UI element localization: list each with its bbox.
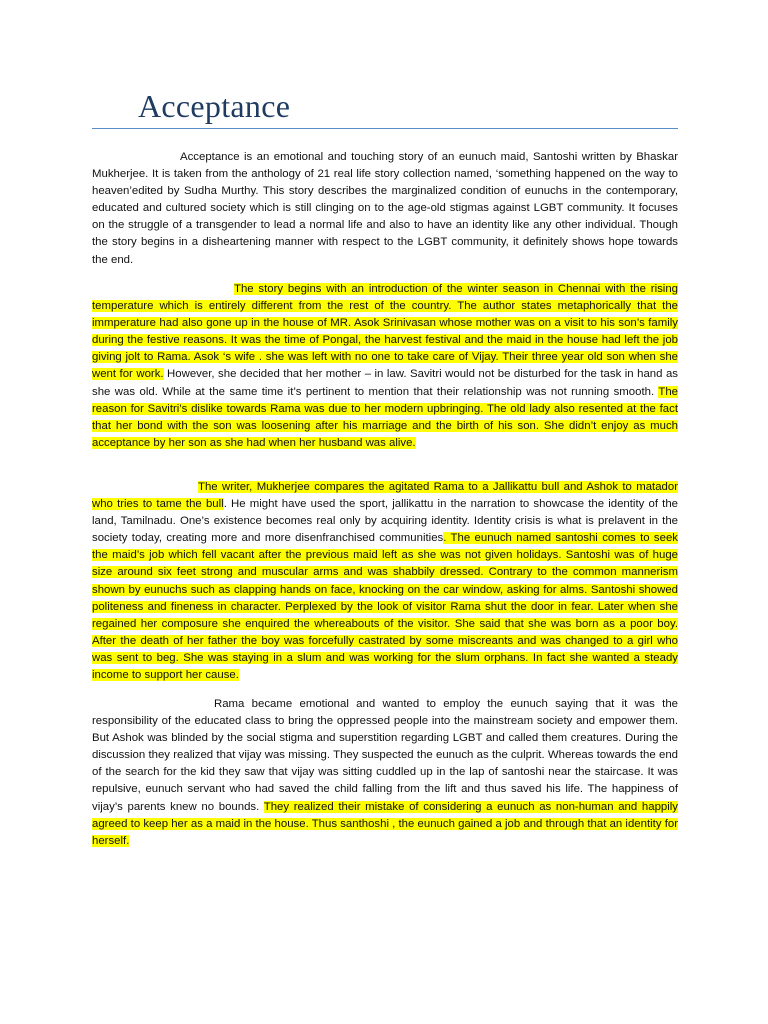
document-title: Acceptance: [138, 88, 291, 124]
paragraph-text: [92, 696, 678, 850]
highlighted-text: The reason for Savitri’s dislike towards Rama was due to her modern upbringing. The old lady also resented at the fact that her bond with the son was loosening after his marriage and the birth of his son. She didn’t enjoy as much acceptance by her son as she had when her husband was alive.: [92, 385, 678, 449]
paragraph-writer-comparison: [92, 479, 678, 684]
paragraph-text: [92, 479, 678, 684]
highlighted-text: The writer, Mukherjee compares the agitated Rama to a Jallikattu bull and Ashok to matador who tries to tame the bull: [92, 481, 678, 511]
highlighted-text: The story begins with an introduction of the winter season in Chennai with the rising temperature which is entirely different from the rest of the country. The author states metaphorically that the immperature had also gone up in the house of MR. Asok Srinivasan whose mother was on a visit to his son’s family during the festive reasons. It was the time of Pongal, the harvest festival and the maid in the house had left the job giving jolt to Rama. Asok ‘s wife . she was left with no one to take care of Vijay. Their three year old son when she went for work.: [92, 283, 678, 381]
paragraph-story-begins: [92, 281, 678, 452]
highlighted-text: . The eunuch named santoshi comes to seek the maid’s job which fell vacant after the previous maid left as she was not given holidays. Santoshi was of huge size around six feet strong and muscular arms and was shabbily dressed. Contrary to the common mannerism shown by eunuchs such as clapping hands on face, knocking on the car window, asking for alms. Santoshi showed politeness and fineness in character. Perplexed by the look of visitor Rama shut the door in fear. Later when she regained her composure she enquired the whereabouts of the visitor. She said that she was born as a poor boy. After the death of her father the boy was forcefully castrated by some miscreants and was changed to a girl who was sent to beg. She was staying in a slum and was working for the slum orphans. In fact she wanted a steady income to support her cause.: [92, 532, 678, 682]
paragraph-intro: [92, 149, 678, 269]
title-underline: [92, 128, 678, 129]
text-run: . He might have used the sport, jallikattu in the narration to showcase the identity of the land, Tamilnadu. One’s existence becomes real only by acquiring identity. Identity crisis is what is prelavent in the society today, creating more and more disenfranchised communities: [92, 498, 678, 545]
text-run: However, she decided that her mother – in law. Savitri would not be disturbed for the task in hand as she was old. While at the same time it’s pertinent to mention that their relationship was not running smooth.: [92, 368, 678, 398]
text-run: Rama became emotional and wanted to employ the eunuch saying that it was the responsibility of the educated class to bring the oppressed people into the mainstream society and empower them. But Ashok was blinded by the social stigma and superstition regarding LGBT and called them creatures. During the discussion they realized that vijay was missing. They suspected the eunuch as the culprit. Whereas towards the end of the search for the kid they saw that vijay was sitting cuddled up in the lap of santoshi near the staircase. It was repulsive, eunuch servant who had saved the child falling from the lift and thus saved his life. The happiness of vijay’s parents knew no bounds.: [92, 698, 678, 813]
paragraph-text: [92, 281, 678, 452]
text-run: Acceptance is an emotional and touching story of an eunuch maid, Santoshi written by Bhaskar Mukherjee. It is taken from the anthology of 21 real life story collection named, ‘something happened on the way to heaven’edited by Sudha Murthy. This story describes the marginalized condition of eunuchs in the contemporary, educated and cultured society which is still clinging on to the age-old stigmas against LGBT community. It focuses on the struggle of a transgender to lead a normal life and also to have an identity like any other individual. Though the story begins in a disheartening manner with respect to the LGBT community, it definitely shows hope towards the end.: [92, 151, 678, 266]
paragraph-text: [92, 149, 678, 269]
paragraph-conclusion: [92, 696, 678, 850]
highlighted-text: They realized their mistake of considering a eunuch as non-human and happily agreed to keep her as a maid in the house. Thus santhoshi , the eunuch gained a job and through that an identity for herself.: [92, 800, 678, 847]
